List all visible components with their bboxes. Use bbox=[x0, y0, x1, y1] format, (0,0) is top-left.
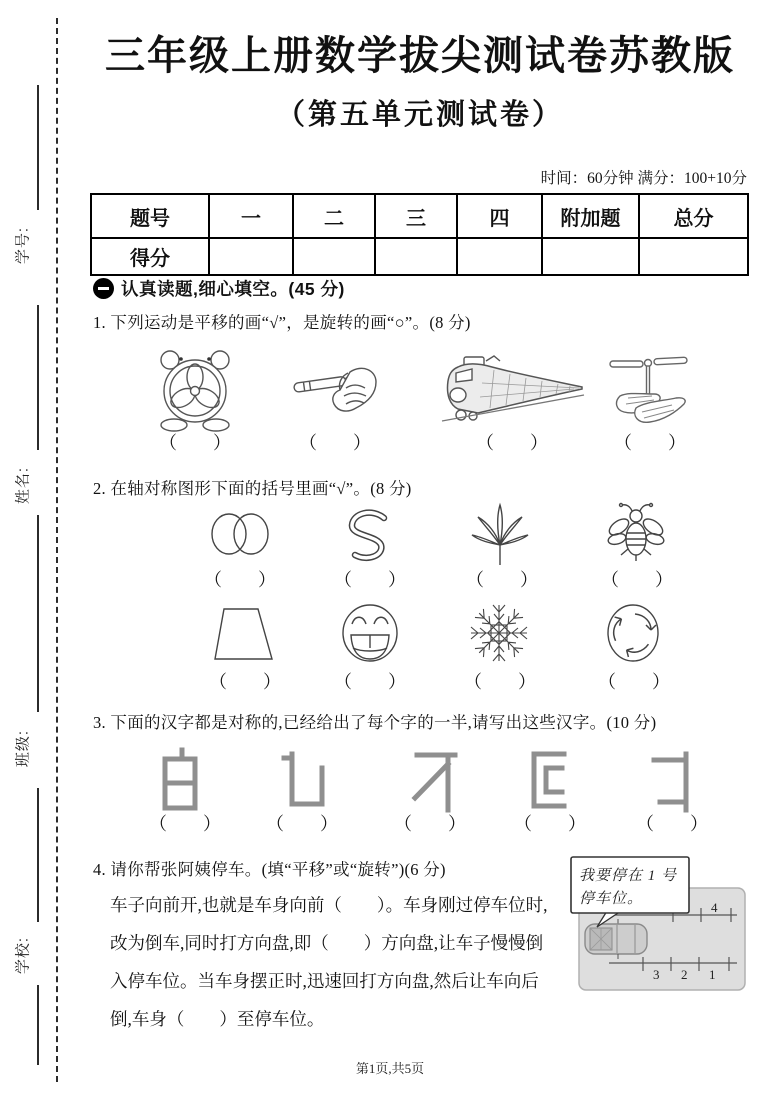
speech-bubble-line1: 我要停在 1 号 bbox=[579, 868, 678, 884]
question-4-text: 4. 请你帮张阿姨停车。(填“平移”或“旋转”)(6 分) bbox=[93, 860, 446, 879]
bottom-writing-line bbox=[37, 985, 39, 1065]
name-writing-line bbox=[37, 305, 39, 450]
parking-diagram bbox=[561, 853, 751, 1003]
question-4-line: 倒,车身（ ）至停车位。 bbox=[110, 1009, 325, 1029]
car-top-view bbox=[585, 919, 647, 959]
score-table bbox=[90, 193, 749, 276]
school-writing-line bbox=[37, 788, 39, 922]
class-writing-line bbox=[37, 515, 39, 712]
answer-bracket-q1-4: （ ） bbox=[614, 433, 686, 453]
half-character-3 bbox=[403, 746, 459, 814]
overlapping-circles-icon bbox=[206, 503, 274, 565]
score-table-cell: 一 bbox=[209, 194, 293, 238]
bee-icon bbox=[604, 501, 668, 565]
score-empty-cell bbox=[639, 238, 748, 275]
answer-bracket-q3-1: （ ） bbox=[149, 814, 221, 834]
leaf-icon bbox=[468, 501, 532, 567]
answer-bracket-q1-1: （ ） bbox=[159, 433, 231, 453]
train-icon bbox=[434, 349, 589, 429]
answer-bracket-q3-2: （ ） bbox=[266, 814, 338, 834]
smiley-icon bbox=[336, 602, 404, 664]
rotating-arrows-icon bbox=[600, 601, 666, 665]
score-table-score-row bbox=[91, 238, 748, 275]
half-character-1 bbox=[155, 746, 211, 814]
speech-bubble-line2: 停车位。 bbox=[579, 891, 644, 907]
score-table-cell: 三 bbox=[375, 194, 457, 238]
answer-bracket-q2-3: （ ） bbox=[466, 570, 538, 590]
score-empty-cell bbox=[209, 238, 293, 275]
section-one-badge-icon bbox=[93, 278, 114, 299]
page-number: 第1页,共5页 bbox=[355, 1061, 425, 1076]
answer-bracket-q2-7: （ ） bbox=[464, 672, 536, 692]
question-3-text: 3. 下面的汉字都是对称的,已经给出了每个字的一半,请写出这些汉字。(10 分) bbox=[93, 713, 657, 732]
answer-bracket-q3-3: （ ） bbox=[394, 814, 466, 834]
score-table-cell: 附加题 bbox=[542, 194, 639, 238]
parking-spot-label-4: 4 bbox=[711, 900, 718, 915]
half-character-5 bbox=[646, 746, 702, 814]
cut-line-dashed bbox=[56, 18, 58, 1082]
snowflake-icon bbox=[466, 601, 532, 665]
question-1-text: 1. 下列运动是平移的画“√”，是旋转的画“○”。(8 分) bbox=[93, 313, 471, 332]
score-table-cell: 二 bbox=[293, 194, 375, 238]
question-2-text: 2. 在轴对称图形下面的括号里画“√”。(8 分) bbox=[93, 479, 412, 498]
name-label: 姓名: bbox=[14, 466, 32, 505]
paper-title: 三年级上册数学拔尖测试卷苏教版 bbox=[105, 33, 735, 78]
half-character-2 bbox=[274, 746, 330, 814]
pen-rotating-icon bbox=[288, 354, 382, 426]
score-row-label: 得分 bbox=[91, 238, 209, 275]
school-label: 学校: bbox=[14, 936, 32, 975]
answer-bracket-q1-2: （ ） bbox=[299, 433, 371, 453]
answer-bracket-q3-4: （ ） bbox=[514, 814, 586, 834]
score-empty-cell bbox=[457, 238, 542, 275]
student-id-label: 学号: bbox=[14, 226, 32, 265]
answer-bracket-q2-8: （ ） bbox=[598, 672, 670, 692]
question-4-line: 入停车位。当车身摆正时,迅速回打方向盘,然后让车向后 bbox=[110, 971, 539, 991]
answer-bracket-q1-3: （ ） bbox=[476, 433, 548, 453]
score-empty-cell bbox=[375, 238, 457, 275]
score-table-header-row bbox=[91, 194, 748, 238]
section-one-header bbox=[93, 276, 345, 301]
s-spiral-icon bbox=[338, 505, 402, 563]
fan-icon bbox=[150, 347, 240, 432]
parking-spot-label-2: 2 bbox=[681, 967, 688, 982]
bamboo-copter-icon bbox=[606, 350, 694, 428]
score-empty-cell bbox=[293, 238, 375, 275]
parking-spot-label-1: 1 bbox=[709, 967, 716, 982]
section-one-title: 认真读题,细心填空。(45 分) bbox=[121, 279, 345, 299]
paper-subtitle: （第五单元测试卷） bbox=[275, 99, 564, 131]
score-table-cell: 总分 bbox=[639, 194, 748, 238]
score-table-cell: 四 bbox=[457, 194, 542, 238]
question-4-line: 车子向前开,也就是车身向前（ ）。车身刚过停车位时, bbox=[110, 895, 548, 915]
score-table-cell: 题号 bbox=[91, 194, 209, 238]
answer-bracket-q2-5: （ ） bbox=[209, 672, 281, 692]
answer-bracket-q2-1: （ ） bbox=[204, 570, 276, 590]
parking-spot-label-3: 3 bbox=[653, 967, 660, 982]
answer-bracket-q2-2: （ ） bbox=[334, 570, 406, 590]
question-4-line: 改为倒车,同时打方向盘,即（ ）方向盘,让车子慢慢倒 bbox=[110, 933, 544, 953]
answer-bracket-q2-4: （ ） bbox=[601, 570, 673, 590]
trapezoid-icon bbox=[208, 604, 280, 664]
score-empty-cell bbox=[542, 238, 639, 275]
class-label: 班级: bbox=[14, 729, 32, 768]
student-id-writing-line bbox=[37, 85, 39, 210]
half-character-4 bbox=[522, 746, 578, 814]
answer-bracket-q2-6: （ ） bbox=[334, 672, 406, 692]
answer-bracket-q3-5: （ ） bbox=[636, 814, 708, 834]
question-4-paragraph bbox=[110, 886, 580, 1038]
time-and-score-info: 时间：60分钟 满分：100+10分 bbox=[540, 170, 747, 187]
